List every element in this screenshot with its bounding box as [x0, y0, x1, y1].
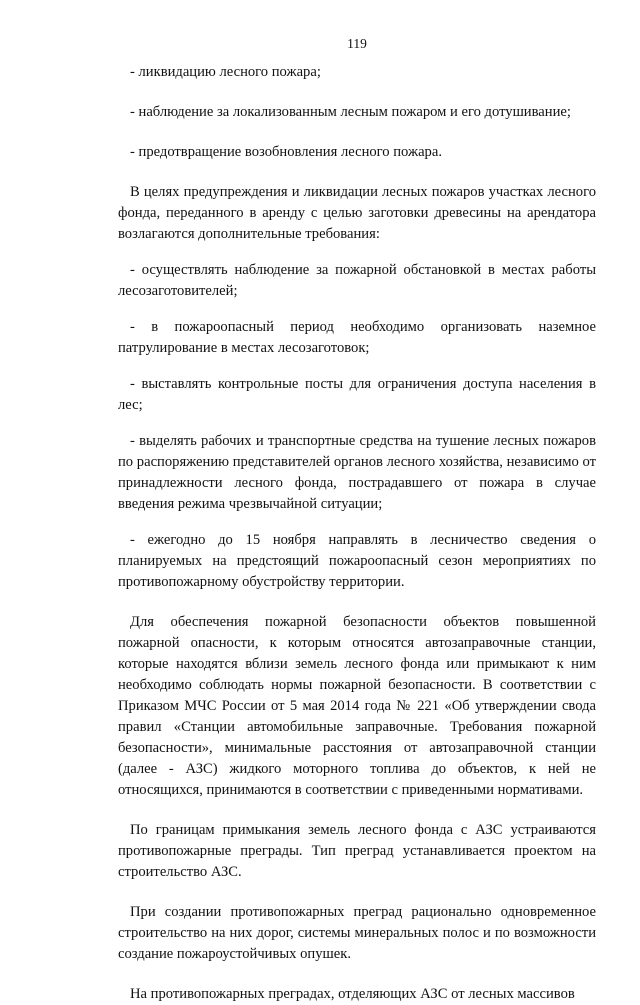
list-item: - выставлять контрольные посты для ограничения доступа населения в лес;: [118, 376, 596, 413]
list-item: - выделять рабочих и транспортные средства на тушение лесных пожаров по распоряжению представителей органов лесного хозяйства, независимо от принадлежности лесного фонда, пострадавшего от пожара в случае введения режима чрезвычайной ситуации;: [118, 433, 596, 512]
list-item: - ликвидацию лесного пожара;: [130, 64, 321, 80]
list-item: - в пожароопасный период необходимо организовать наземное патрулирование в местах лесозаготовок;: [118, 319, 596, 356]
list-item: - предотвращение возобновления лесного пожара.: [130, 144, 442, 160]
paragraph: При создании противопожарных преград рационально одновременное строительство на них дорог, системы минеральных полос и по возможности создание пожароустойчивых опушек.: [118, 904, 596, 962]
paragraph: В целях предупреждения и ликвидации лесных пожаров участках лесного фонда, переданного в аренду с целью заготовки древесины на арендатора возлагаются дополнительные требования:: [118, 184, 596, 242]
paragraph: На противопожарных преградах, отделяющих АЗС от лесных массивов: [130, 986, 575, 1002]
page-number: 119: [347, 36, 367, 51]
list-item: - наблюдение за локализованным лесным пожаром и его дотушивание;: [130, 104, 571, 120]
list-item: - осуществлять наблюдение за пожарной обстановкой в местах работы лесозаготовителей;: [118, 262, 596, 299]
paragraph: Для обеспечения пожарной безопасности объектов повышенной пожарной опасности, к которым относятся автозаправочные станции, которые находятся вблизи земель лесного фонда или примыкают к ним необходимо соблюдать нормы пожарной безопасности. В соответствии с Приказом МЧС России от 5 мая 2014 года № 221 «Об утверждении свода правил «Станции автомобильные заправочные. Требования пожарной безопасности», минимальные расстояния от автозаправочной станции (далее - АЗС) жидкого моторного топлива до объектов, к ней не относящихся, принимаются в соответствии с приведенными нормативами.: [118, 614, 596, 798]
list-item: - ежегодно до 15 ноября направлять в лесничество сведения о планируемых на предстоящий пожароопасный сезон мероприятиях по противопожарному обустройству территории.: [118, 532, 596, 590]
paragraph: По границам примыкания земель лесного фонда с АЗС устраиваются противопожарные преграды. Тип преград устанавливается проектом на строительство АЗС.: [118, 822, 596, 880]
